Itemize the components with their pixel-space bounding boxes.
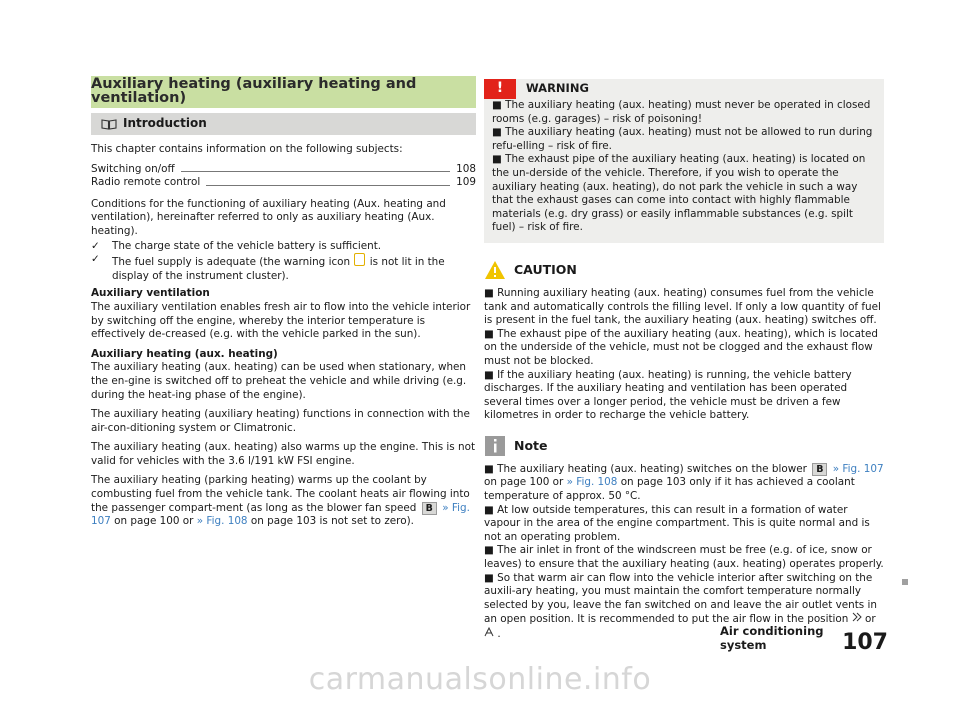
note-text: on page 100 or — [484, 476, 564, 489]
toc-label: Switching on/off — [91, 162, 175, 175]
warning-item: ■ The auxiliary heating (aux. heating) must not be allowed to run during refu-elling – risk of fire. — [492, 126, 873, 152]
intro-heading: Introduction — [123, 116, 207, 131]
caution-item: ■ Running auxiliary heating (aux. heating) consumes fuel from the vehicle tank and automatically controls the filling level. If only a low quantity of fuel is present in the fuel tank, the auxiliary heating (aux. heating) switches off. — [484, 286, 881, 327]
fig-107-link[interactable]: » Fig. 107 — [832, 462, 884, 475]
note-text: ■ The auxiliary heating (aux. heating) switches on the blower — [484, 462, 807, 475]
checkmark-icon: ✓ — [91, 253, 100, 266]
info-icon — [484, 436, 514, 456]
note-text: or — [865, 613, 876, 626]
chapter-title: Auxiliary heating (auxiliary heating and ventilation) — [91, 76, 476, 108]
toc-item[interactable] — [91, 163, 476, 177]
caution-item: ■ If the auxiliary heating (aux. heating) is running, the vehicle battery discharges. If the auxiliary heating and ventilation has been operated several times over a longer period, the vehicle must be driven a few kilometres in order to recharge the vehicle battery. — [484, 368, 852, 422]
fig-108-link[interactable]: » Fig. 108 — [196, 515, 248, 528]
air-flow-icon — [484, 628, 497, 640]
note-item — [484, 463, 884, 504]
note-item: ■ The air inlet in front of the windscreen must be free (e.g. of ice, snow or leaves) to ensure that the auxiliary heating (aux. heating) operates properly. — [484, 544, 884, 571]
check-text: The fuel supply is adequate (the warning icon — [112, 256, 351, 269]
note-title: Note — [514, 438, 548, 454]
check-text: is not lit in the display of the instrument cluster). — [112, 256, 445, 282]
book-icon — [101, 118, 117, 130]
intro-section-header — [91, 113, 476, 135]
warning-box — [484, 79, 884, 243]
intro-text: This chapter contains information on the following subjects: — [91, 143, 403, 155]
check-item — [91, 253, 476, 283]
warning-item: ■ The exhaust pipe of the auxiliary heating (aux. heating) is located on the un-derside of the vehicle. Therefore, if you wish to operate the auxiliary heating (aux. heating), do not park the vehicle in such a way that the exhaust gases can come into contact with highly flammable materials (e.g. dry grass) or easily inflammable substances (e.g. spilt fuel) – risk of fire. — [492, 153, 866, 234]
toc-leader — [181, 171, 450, 172]
parking-heating-text — [91, 474, 476, 528]
footer-section: Air conditioning system — [720, 624, 824, 652]
caution-item: ■ The exhaust pipe of the auxiliary heating (aux. heating), which is located on the underside of the vehicle, must not be clogged and the exhaust flow must not be blocked. — [484, 327, 878, 367]
toc-page: 109 — [456, 176, 476, 189]
check-text: The charge state of the vehicle battery is sufficient. — [112, 239, 382, 252]
note-text: on page 103 only if it has achieved a coolant temperature of approx. 50 °C. — [484, 476, 855, 503]
parking-text-a: The auxiliary heating (parking heating) warms up the coolant by combusting fuel from the vehicle tank. The coolant heats air flowing into the passenger compart-ment (as long as the blower fan speed — [91, 474, 470, 514]
aircon-text: The auxiliary heating (auxiliary heating) functions in connection with the air-con-ditioning system or Climatronic. — [91, 408, 470, 434]
warning-item: ■ The auxiliary heating (aux. heating) must never be operated in closed rooms (e.g. garages) – risk of poisoning! — [492, 99, 871, 125]
note-text: ■ So that warm air can flow into the vehicle interior after switching on the auxili-ary heating, you must maintain the comfort temperature normally selected by you, leave the fan switched on and leave the air outlet vents in an open position. It is recommended to put the air flow in the position — [484, 571, 877, 626]
fig-108-link[interactable]: » Fig. 108 — [566, 476, 618, 489]
heat-text: The auxiliary heating (aux. heating) can be used when stationary, when the en-gine is switched off to preheat the vehicle and while driving (e.g. during the heat-ing phase of the engine). — [91, 361, 467, 401]
toc-item[interactable] — [91, 176, 476, 190]
page-footer — [720, 624, 888, 654]
note-text: . — [497, 628, 501, 640]
caution-triangle-icon — [484, 260, 514, 280]
caution-header — [484, 257, 884, 283]
warms-text: The auxiliary heating (aux. heating) also warms up the engine. This is not valid for vehicles with the 3.6 l/191 kW FSI engine. — [91, 441, 476, 467]
fig-107-link[interactable]: » Fig. 107 — [91, 501, 470, 528]
section-end-marker — [902, 579, 908, 585]
note-header — [484, 433, 884, 459]
warning-title: WARNING — [526, 81, 589, 96]
toc-leader — [206, 185, 450, 186]
page-number: 107 — [842, 630, 888, 655]
conditions-text: Conditions for the functioning of auxiliary heating (Aux. heating and ventilation), hereinafter referred to only as auxiliary heating (Aux. heating). — [91, 197, 446, 237]
toc-label: Radio remote control — [91, 176, 201, 189]
check-item — [91, 240, 476, 254]
warning-header — [484, 79, 876, 99]
note-item: ■ At low outside temperatures, this can result in a formation of water vapour in the area of the engine compartment. This is quite normal and is not an operating problem. — [484, 503, 870, 543]
watermark: carmanualsonline.info — [308, 662, 652, 697]
parking-text-e: on page 103 is not set to zero). — [250, 515, 414, 528]
key-b-badge: B — [422, 502, 437, 515]
vent-heading: Auxiliary ventilation — [91, 287, 210, 300]
parking-text-c: on page 100 or — [114, 515, 194, 528]
caution-title: CAUTION — [514, 262, 577, 278]
toc-page: 108 — [456, 162, 476, 175]
warning-triangle-icon: ! — [484, 79, 516, 99]
heat-heading: Auxiliary heating (aux. heating) — [91, 347, 278, 360]
right-column — [484, 79, 884, 642]
fuel-lamp-icon — [354, 253, 365, 266]
left-column — [91, 76, 476, 535]
vent-text: The auxiliary ventilation enables fresh air to flow into the vehicle interior by switching off the engine, whereby the interior temperature is effectively de-creased (e.g. with the vehicle parked in the sun). — [91, 300, 471, 341]
key-b-badge: B — [812, 463, 827, 476]
checkmark-icon: ✓ — [91, 239, 100, 252]
